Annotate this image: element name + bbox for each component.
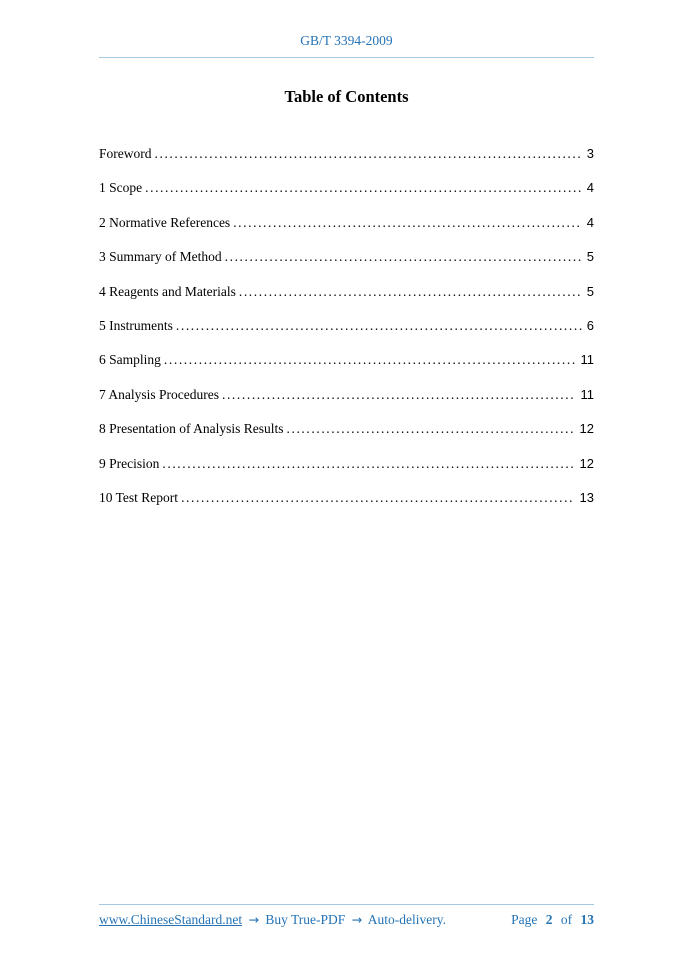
toc-entry-page: 5 xyxy=(586,283,594,299)
page-label: Page xyxy=(511,912,538,927)
toc-entry-label: 2 Normative References xyxy=(99,214,231,230)
toc-entry-foreword[interactable] xyxy=(99,147,594,161)
toc-entry-page: 13 xyxy=(579,489,594,505)
footer-divider xyxy=(99,904,594,905)
toc-entry-label: 6 Sampling xyxy=(99,352,161,368)
toc-entry-label: 7 Analysis Procedures xyxy=(99,386,219,402)
toc-entry-label: 3 Summary of Method xyxy=(99,249,222,265)
toc-entry-normative-references[interactable] xyxy=(99,216,594,230)
arrow-right-icon: → xyxy=(351,912,363,927)
toc-leader-dots xyxy=(225,250,582,264)
toc-entry-label: 10 Test Report xyxy=(99,489,179,505)
toc-entry-page: 5 xyxy=(586,249,594,265)
page-current: 2 xyxy=(545,912,553,927)
toc-entry-sampling[interactable] xyxy=(99,353,594,367)
toc-leader-dots xyxy=(233,216,582,230)
toc-leader-dots xyxy=(155,147,582,161)
toc-leader-dots xyxy=(239,285,582,299)
toc-leader-dots xyxy=(222,388,576,402)
toc-entry-reagents-and-materials[interactable] xyxy=(99,285,594,299)
table-of-contents xyxy=(99,147,594,505)
toc-leader-dots xyxy=(287,422,575,436)
page-footer xyxy=(99,904,594,927)
doc-number: GB/T 3394-2009 xyxy=(300,33,393,48)
arrow-right-icon: → xyxy=(248,912,259,927)
toc-entry-page: 4 xyxy=(586,180,594,196)
toc-entry-label: 5 Instruments xyxy=(99,317,173,333)
header-divider xyxy=(99,57,594,58)
toc-leader-dots xyxy=(164,353,576,367)
toc-entry-page: 12 xyxy=(579,455,594,471)
toc-leader-dots xyxy=(181,491,574,505)
of-label: of xyxy=(560,912,573,927)
toc-entry-page: 11 xyxy=(580,386,594,402)
toc-entry-label: Foreword xyxy=(99,146,152,161)
toc-entry-page: 3 xyxy=(586,146,594,161)
toc-entry-label: 8 Presentation of Analysis Results xyxy=(99,421,284,437)
toc-leader-dots xyxy=(162,457,574,471)
website-link[interactable]: www.ChineseStandard.net xyxy=(99,912,243,927)
toc-entry-page: 11 xyxy=(580,352,594,368)
toc-leader-dots xyxy=(176,319,582,333)
page-content xyxy=(99,0,594,525)
toc-entry-instruments[interactable] xyxy=(99,319,594,333)
toc-entry-page: 4 xyxy=(586,214,594,230)
toc-entry-presentation-of-analysis-results[interactable] xyxy=(99,422,594,436)
page-title: Table of Contents xyxy=(284,87,409,106)
toc-entry-label: 9 Precision xyxy=(99,455,160,471)
footer-buy-text: Buy True-PDF xyxy=(265,912,346,927)
toc-entry-scope[interactable] xyxy=(99,181,594,195)
toc-entry-page: 12 xyxy=(579,421,594,437)
page-total: 13 xyxy=(580,912,594,927)
toc-entry-label: 1 Scope xyxy=(99,180,143,196)
toc-leader-dots xyxy=(145,181,582,195)
toc-entry-label: 4 Reagents and Materials xyxy=(99,283,236,299)
toc-entry-precision[interactable] xyxy=(99,457,594,471)
toc-entry-page: 6 xyxy=(586,317,594,333)
footer-delivery-text: Auto-delivery. xyxy=(367,912,446,927)
page-indicator xyxy=(506,912,594,927)
footer-info xyxy=(99,912,446,927)
toc-entry-analysis-procedures[interactable] xyxy=(99,388,594,402)
toc-entry-test-report[interactable] xyxy=(99,491,594,505)
toc-entry-summary-of-method[interactable] xyxy=(99,250,594,264)
